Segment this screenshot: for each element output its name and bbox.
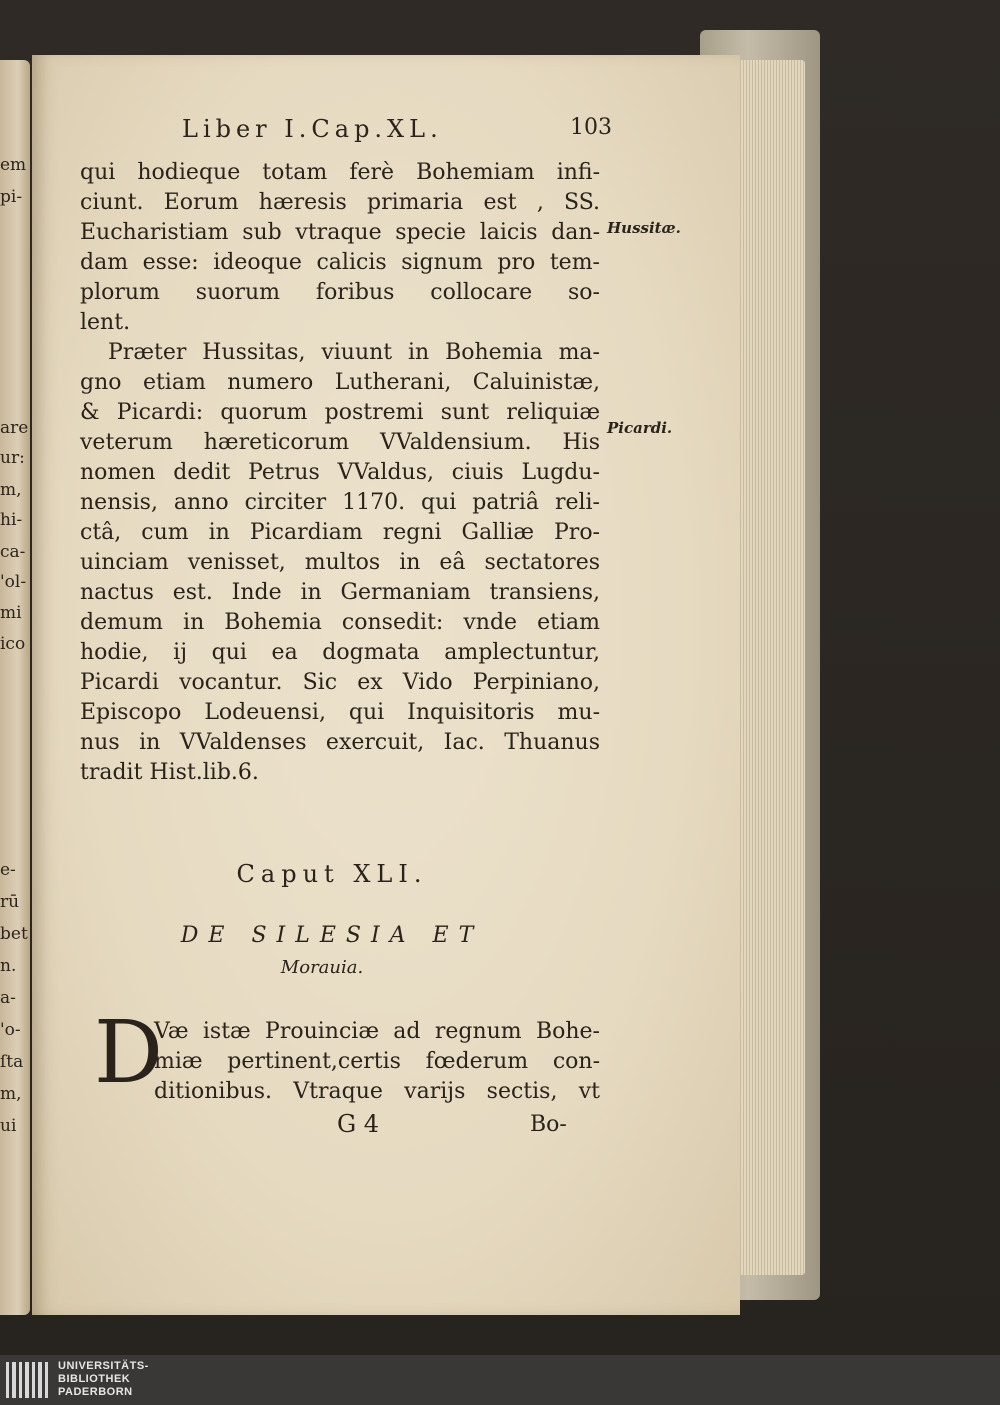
- left-fragment: ui: [0, 1116, 17, 1136]
- text-line: demum in Bohemia consedit: vnde etiam: [80, 610, 600, 635]
- catchword: Bo-: [530, 1112, 567, 1137]
- left-fragment: ſta: [0, 1052, 24, 1072]
- left-fragment: ico: [0, 634, 26, 654]
- left-fragment: m,: [0, 1084, 22, 1104]
- page-edges: [735, 60, 805, 1275]
- text-line: nensis, anno circiter 1170. qui patriâ reli-: [80, 490, 600, 515]
- left-fragment: e-: [0, 860, 16, 880]
- running-head: [182, 115, 612, 149]
- left-fragment: m,: [0, 480, 22, 500]
- text-line: Eucharistiam sub vtraque specie laicis dan-: [80, 220, 600, 245]
- text-line: veterum hæreticorum VValdensium. His: [80, 430, 600, 455]
- institution-line: UNIVERSITÄTS-: [58, 1360, 149, 1372]
- book-page: [32, 55, 740, 1315]
- text-line: plorum suorum foribus collocare so-: [80, 280, 600, 305]
- text-line: uinciam venisset, multos in eâ sectatores: [80, 550, 600, 575]
- text-line: Picardi vocantur. Sic ex Vido Perpiniano,: [80, 670, 600, 695]
- left-fragment: rū: [0, 892, 20, 912]
- left-fragment: 'ol-: [0, 572, 27, 592]
- library-logo-icon: [6, 1362, 48, 1398]
- text-line: gno etiam numero Lutherani, Caluinistæ,: [80, 370, 600, 395]
- chapter-heading: Caput XLI.: [236, 860, 428, 888]
- text-line: Episcopo Lodeuensi, qui Inquisitoris mu-: [80, 700, 600, 725]
- text-line: tradit Hist.lib.6.: [80, 760, 259, 785]
- text-line: nactus est. Inde in Germaniam transiens,: [80, 580, 600, 605]
- left-fragment: 'o-: [0, 1020, 21, 1040]
- signature-mark: G 4: [337, 1110, 380, 1138]
- left-fragment: hi-: [0, 510, 23, 530]
- page-number: 103: [570, 115, 612, 140]
- body-text: [80, 158, 600, 788]
- chapter-title: DE SILESIA ET: [180, 923, 484, 948]
- text-line: & Picardi: quorum postremi sunt reliquiæ: [80, 400, 600, 425]
- left-fragment: n.: [0, 956, 17, 976]
- text-line: nus in VValdenses exercuit, Iac. Thuanus: [80, 730, 600, 755]
- library-logo-text: [58, 1360, 149, 1399]
- marginal-note: Picardi.: [607, 419, 673, 437]
- text-line: ditionibus. Vtraque varijs sectis, vt: [154, 1079, 600, 1104]
- left-fragment: are: [0, 418, 29, 438]
- chapter-opening-text: [154, 1017, 600, 1107]
- marginal-note: Hussitæ.: [607, 219, 681, 237]
- text-line: Væ istæ Prouinciæ ad regnum Bohe-: [154, 1019, 600, 1044]
- text-line: hodie, ij qui ea dogmata amplectuntur,: [80, 640, 600, 665]
- text-line: ctâ, cum in Picardiam regni Galliæ Pro-: [80, 520, 600, 545]
- running-head-title: Liber I.Cap.XL.: [182, 115, 443, 143]
- text-line: ciunt. Eorum hæresis primaria est , SS.: [80, 190, 600, 215]
- institution-line: BIBLIOTHEK: [58, 1373, 131, 1385]
- footer-band: [0, 1355, 1000, 1405]
- left-fragment: ur:: [0, 448, 25, 468]
- institution-line: PADERBORN: [58, 1386, 133, 1398]
- chapter-subtitle: Morauia.: [280, 957, 364, 978]
- drop-cap: D: [94, 1003, 163, 1103]
- text-line: qui hodieque totam ferè Bohemiam infi-: [80, 160, 600, 185]
- text-line: dam esse: ideoque calicis signum pro tem-: [80, 250, 600, 275]
- left-fragment: pi-: [0, 187, 23, 207]
- left-fragment: a-: [0, 988, 16, 1008]
- text-line: Præter Hussitas, viuunt in Bohemia ma-: [108, 340, 600, 365]
- text-line: lent.: [80, 310, 131, 335]
- left-fragment: em: [0, 155, 27, 175]
- previous-page-edge: [0, 60, 30, 1315]
- text-line: nomen dedit Petrus VValdus, ciuis Lugdu-: [80, 460, 600, 485]
- text-line: miæ pertinent,certis fœderum con-: [154, 1049, 600, 1074]
- left-fragment: ca-: [0, 542, 26, 562]
- left-fragment: mi: [0, 603, 22, 623]
- left-fragment: bet: [0, 924, 28, 944]
